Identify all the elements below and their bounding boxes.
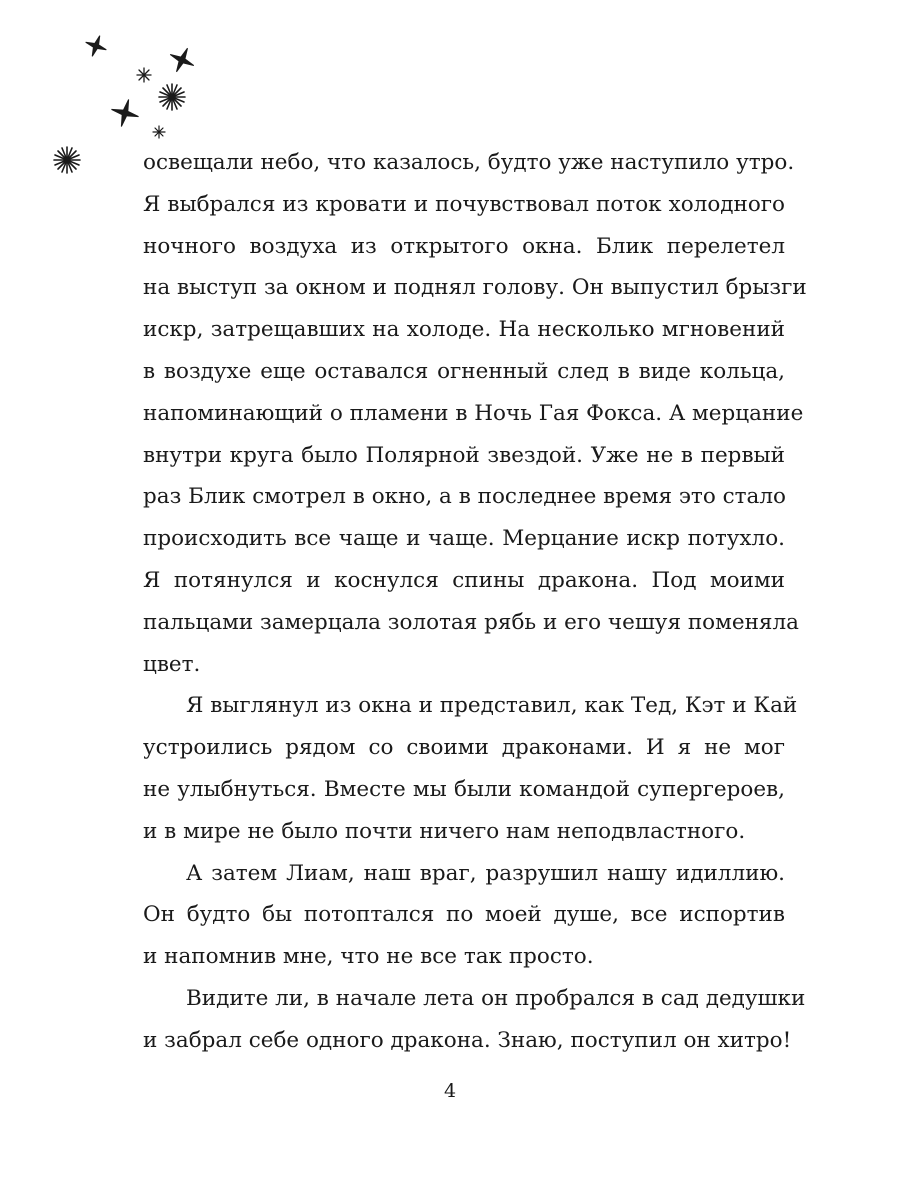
text-line: устроились рядом со своими драконами. И я не мог (143, 735, 785, 761)
text-line: искр, затрещавших на холоде. На несколько мгновений (143, 317, 785, 343)
text-line: происходить все чаще и чаще. Мерцание искр потухло. (143, 526, 785, 552)
text-line: раз Блик смотрел в окно, а в последнее время это стало (143, 484, 786, 510)
text-line: и в мире не было почти ничего нам неподвластного. (143, 818, 746, 844)
text-line: и напомнив мне, что не все так просто. (143, 944, 594, 970)
text-line: не улыбнуться. Вместе мы были командой супергероев, (143, 776, 785, 802)
sparkle-star (137, 68, 151, 82)
sparkle-star (153, 126, 165, 138)
sparkle-star (82, 32, 110, 60)
text-line: освещали небо, что казалось, будто уже наступило утро. (143, 150, 795, 175)
text-line: напоминающий о пламени в Ночь Гая Фокса. А мерцание (143, 400, 804, 426)
text-line: А затем Лиам, наш враг, разрушил нашу идиллию. (186, 860, 785, 886)
paragraph-1 (143, 142, 807, 685)
text-line: внутри круга было Полярной звездой. Уже не в первый (143, 442, 785, 468)
text-line: ночного воздуха из открытого окна. Блик перелетел (143, 233, 785, 259)
paragraph-4 (143, 978, 806, 1062)
page-body-text (143, 142, 807, 1062)
sparkle-star (54, 147, 80, 173)
text-line: Я выглянул из окна и представил, как Тед, Кэт и Кай (186, 693, 798, 719)
page-number: 4 (443, 1080, 457, 1102)
text-line: Я выбрался из кровати и почувствовал поток холодного (143, 191, 785, 217)
text-line: Видите ли, в начале лета он пробрался в сад дедушки (186, 985, 806, 1011)
paragraph-2 (143, 685, 798, 852)
text-line: Я потянулся и коснулся спины дракона. Под моими (143, 567, 785, 593)
text-line: пальцами замерцала золотая рябь и его чешуя поменяла (143, 609, 799, 635)
sparkle-star (165, 43, 200, 78)
text-line: в воздухе еще оставался огненный след в виде кольца, (143, 358, 785, 384)
sparkle-star (159, 84, 185, 110)
text-line: Он будто бы потоптался по моей душе, все испортив (143, 902, 785, 928)
text-line: на выступ за окном и поднял голову. Он выпустил брызги (143, 275, 807, 301)
sparkle-star (108, 96, 142, 130)
paragraph-3 (143, 853, 785, 978)
text-line: цвет. (143, 651, 201, 677)
text-line: и забрал себе одного дракона. Знаю, поступил он хитро! (143, 1027, 792, 1053)
